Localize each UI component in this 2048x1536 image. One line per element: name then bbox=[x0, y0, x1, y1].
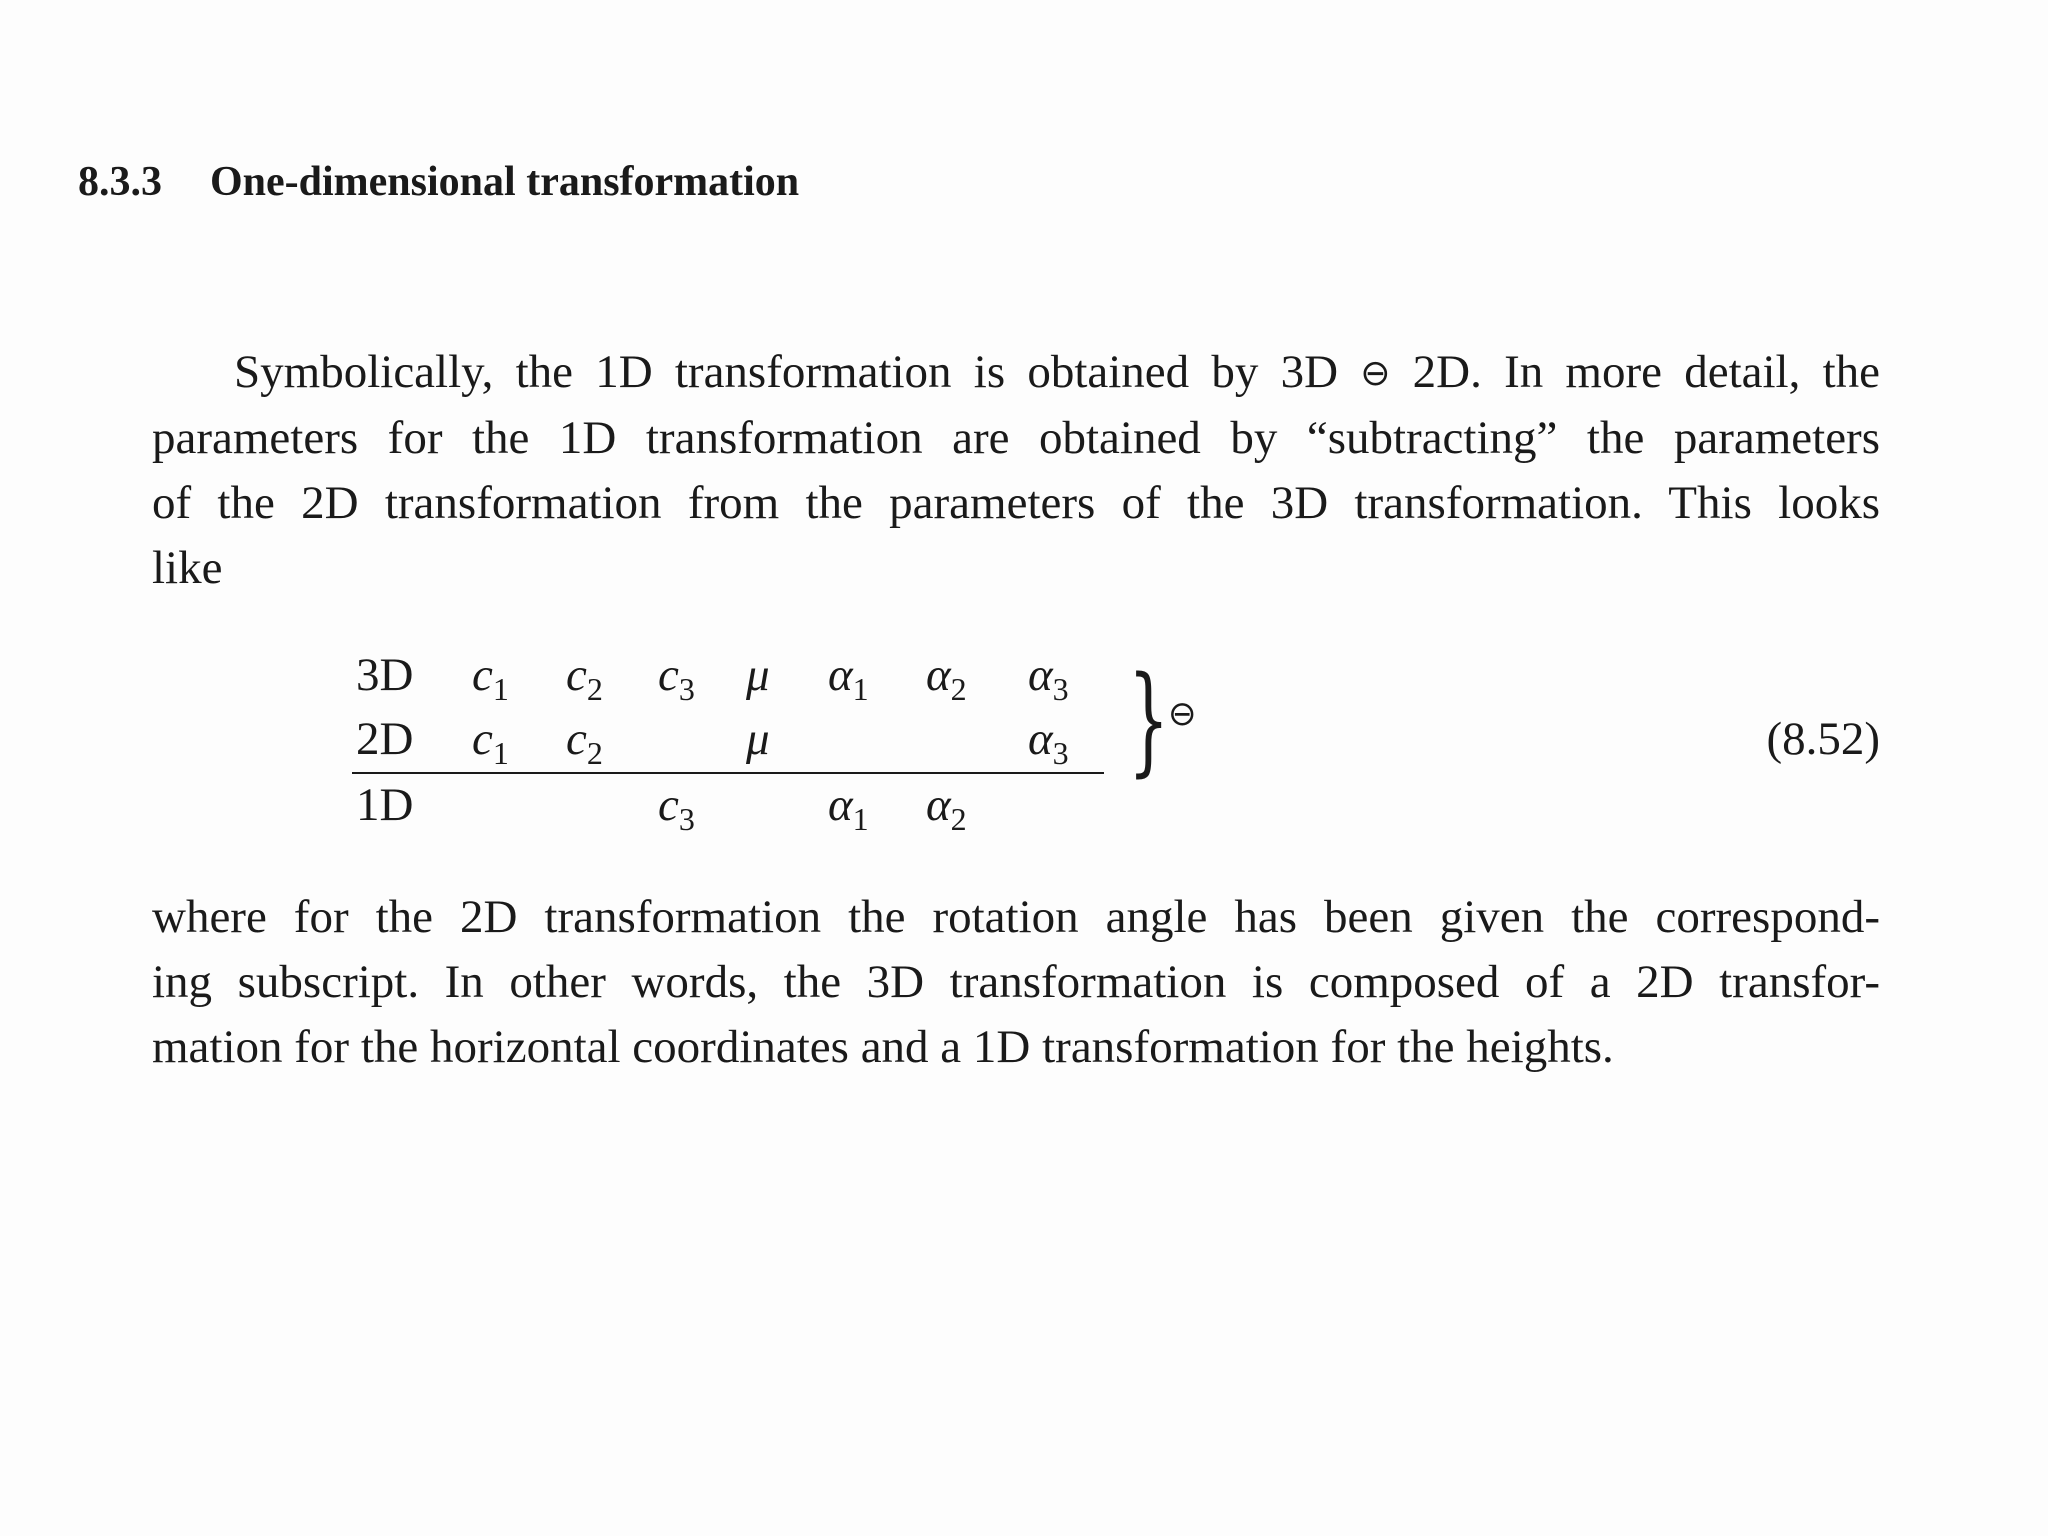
equation-term-subscript: 3 bbox=[678, 801, 695, 837]
equation-term bbox=[926, 648, 967, 707]
ominus-symbol: ⊖ bbox=[1168, 694, 1197, 734]
equation-term-symbol: α bbox=[828, 649, 853, 701]
equation-term-symbol: μ bbox=[746, 713, 770, 765]
paragraph-line: mation for the horizontal coordinates and a 1D transformation for the heights. bbox=[152, 1021, 1614, 1073]
equation-term bbox=[472, 648, 509, 707]
equation-term-subscript: 1 bbox=[492, 735, 509, 771]
equation-term-symbol: α bbox=[828, 779, 853, 831]
paragraph-intro bbox=[152, 340, 1880, 601]
equation-term-subscript: 3 bbox=[1052, 735, 1069, 771]
equation-row-label: 2D bbox=[356, 713, 414, 765]
paragraph-line: parameters for the 1D transformation are obtained by “subtracting” the parameters bbox=[152, 412, 1880, 464]
equation-rule bbox=[352, 772, 1104, 774]
equation-term-subscript: 2 bbox=[586, 671, 603, 707]
paragraph-line: like bbox=[152, 542, 223, 594]
equation-term-subscript: 2 bbox=[950, 801, 967, 837]
paragraph-text: Symbolically, the 1D transformation is obtained by 3D bbox=[234, 346, 1339, 398]
equation-term-symbol: μ bbox=[746, 649, 770, 701]
equation-term-subscript: 1 bbox=[852, 801, 869, 837]
equation-term-symbol: α bbox=[926, 649, 951, 701]
equation-term bbox=[1028, 648, 1069, 707]
equation-term-symbol: α bbox=[926, 779, 951, 831]
section-number: 8.3.3 bbox=[78, 159, 162, 205]
equation-term-subscript: 3 bbox=[678, 671, 695, 707]
equation-term-symbol: c bbox=[472, 649, 493, 701]
equation-term bbox=[828, 648, 869, 707]
paragraph-text: 2D. In more detail, the bbox=[1412, 346, 1880, 398]
equation-row-label: 1D bbox=[356, 779, 414, 831]
equation-row-label: 3D bbox=[356, 649, 414, 701]
equation-term-symbol: c bbox=[658, 649, 679, 701]
equation-term-subscript: 1 bbox=[492, 671, 509, 707]
equation-term bbox=[746, 712, 770, 766]
section-heading bbox=[78, 158, 799, 206]
paragraph-conclusion bbox=[152, 885, 1880, 1080]
section-title: One-dimensional transformation bbox=[210, 159, 800, 205]
equation-number: (8.52) bbox=[1766, 713, 1880, 765]
equation-term bbox=[658, 778, 695, 837]
paragraph-line: of the 2D transformation from the parameters of the 3D transformation. This looks bbox=[152, 477, 1880, 529]
equation-term-subscript: 2 bbox=[586, 735, 603, 771]
equation-term bbox=[1028, 712, 1069, 771]
equation-term-subscript: 2 bbox=[950, 671, 967, 707]
paragraph-line: where for the 2D transformation the rotation angle has been given the correspond- bbox=[152, 891, 1880, 943]
equation-term-symbol: c bbox=[472, 713, 493, 765]
equation-term bbox=[926, 778, 967, 837]
equation-term bbox=[566, 648, 603, 707]
equation-term-symbol: c bbox=[658, 779, 679, 831]
equation-term-symbol: c bbox=[566, 649, 587, 701]
equation-term-subscript: 1 bbox=[852, 671, 869, 707]
equation-brace: } bbox=[1128, 650, 1170, 788]
equation-term-symbol: α bbox=[1028, 713, 1053, 765]
equation-term-symbol: α bbox=[1028, 649, 1053, 701]
equation-term bbox=[566, 712, 603, 771]
paragraph-line: ing subscript. In other words, the 3D transformation is composed of a 2D transfor- bbox=[152, 956, 1880, 1008]
equation-term-subscript: 3 bbox=[1052, 671, 1069, 707]
equation-term bbox=[658, 648, 695, 707]
equation-term-symbol: c bbox=[566, 713, 587, 765]
equation-term bbox=[828, 778, 869, 837]
paragraph-line bbox=[152, 340, 1880, 406]
equation-term bbox=[472, 712, 509, 771]
ominus-symbol: ⊖ bbox=[1360, 353, 1391, 394]
equation-term bbox=[746, 648, 770, 702]
